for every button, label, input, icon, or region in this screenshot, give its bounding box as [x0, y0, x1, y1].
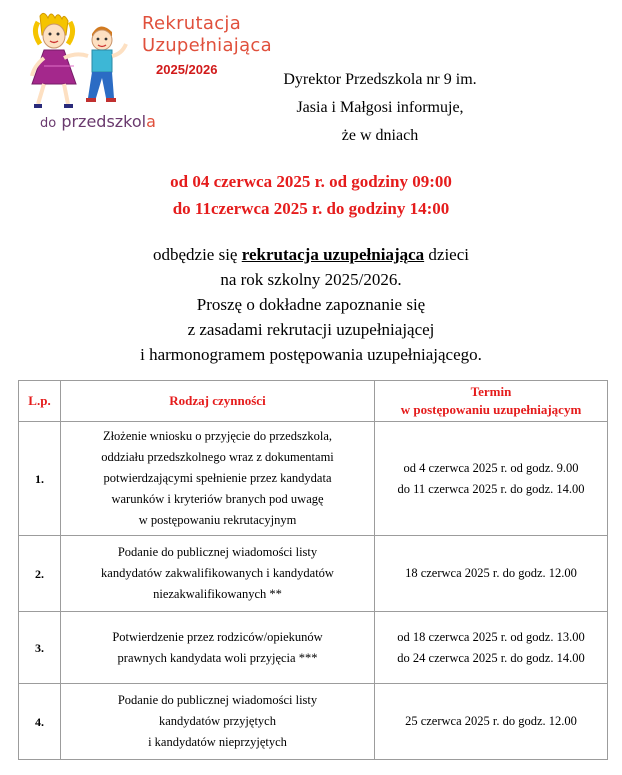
date-start: od 04 czerwca 2025 r. od godziny 09:00: [170, 172, 452, 191]
logo-bottom-suffix: a: [146, 112, 156, 131]
body-text-post: dzieci: [424, 245, 469, 264]
announcement-header: [250, 66, 510, 150]
row-term: [375, 536, 608, 612]
row-activity: [61, 684, 375, 760]
announcement-body: [0, 242, 622, 367]
table-row: [19, 684, 608, 760]
activity-line: oddziału przedszkolnego wraz z dokumentami: [101, 450, 334, 464]
term-line: do 11 czerwca 2025 r. do godz. 14.00: [397, 481, 585, 496]
activity-line: potwierdzającymi spełnienie przez kandydata: [103, 471, 332, 485]
term-line: od 4 czerwca 2025 r. od godz. 9.00: [403, 460, 579, 475]
activity-line: warunków i kryteriów branych pod uwagę: [111, 492, 324, 506]
table-row: [19, 612, 608, 684]
header-line: że w dniach: [341, 127, 419, 144]
header-lp: L.p.: [19, 381, 61, 422]
term-line: 18 czerwca 2025 r. do godz. 12.00: [405, 566, 577, 580]
children-illustration: [30, 8, 140, 118]
header-line: Dyrektor Przedszkola nr 9 im.: [283, 71, 477, 88]
term-line: od 18 czerwca 2025 r. od godz. 13.00: [397, 629, 585, 644]
activity-line: w postępowaniu rekrutacyjnym: [138, 513, 297, 527]
activity-line: Potwierdzenie przez rodziców/opiekunów: [112, 629, 323, 644]
activity-line: Podanie do publicznej wiadomości listy: [117, 545, 318, 559]
row-activity: [61, 536, 375, 612]
recruitment-dates: [0, 168, 622, 222]
activity-line: niezakwalifikowanych **: [153, 587, 282, 601]
body-line: Proszę o dokładne zapoznanie się: [196, 295, 426, 314]
header-term-line2: w postępowaniu uzupełniającym: [400, 402, 582, 417]
table-row: [19, 536, 608, 612]
body-line: [0, 242, 622, 267]
body-line: z zasadami rekrutacji uzupełniającej: [187, 320, 435, 339]
body-line: na rok szkolny 2025/2026.: [220, 270, 402, 289]
logo-bottom-text: [40, 112, 156, 131]
row-term: [375, 612, 608, 684]
date-end: do 11czerwca 2025 r. do godziny 14:00: [172, 199, 450, 218]
table-header-row: [19, 381, 608, 422]
activity-line: Podanie do publicznej wiadomości listy: [117, 693, 318, 707]
header-line: Jasia i Małgosi informuje,: [296, 99, 464, 116]
body-text-pre: odbędzie się: [152, 245, 242, 264]
row-number: 4.: [19, 684, 61, 760]
table-row: [19, 422, 608, 536]
row-term: [375, 422, 608, 536]
row-number: 3.: [19, 612, 61, 684]
row-activity: [61, 422, 375, 536]
logo-year: 2025/2026: [156, 62, 218, 77]
row-activity: [61, 612, 375, 684]
logo-bottom-prefix: do: [40, 116, 57, 131]
recruitment-logo: [30, 8, 270, 138]
activity-line: kandydatów przyjętych: [159, 714, 276, 728]
logo-title-line2: Uzupełniająca: [142, 35, 272, 56]
row-number: 1.: [19, 422, 61, 536]
activity-line: prawnych kandydata woli przyjęcia ***: [117, 650, 318, 665]
header-term-line1: Termin: [470, 384, 512, 399]
row-number: 2.: [19, 536, 61, 612]
header-activity: Rodzaj czynności: [61, 381, 375, 422]
schedule-table: [18, 380, 608, 760]
header-term: [375, 381, 608, 422]
recruitment-highlight: rekrutacja uzupełniająca: [241, 245, 425, 264]
term-line: 25 czerwca 2025 r. do godz. 12.00: [405, 714, 577, 728]
row-term: [375, 684, 608, 760]
logo-title-line1: Rekrutacja: [142, 13, 242, 34]
activity-line: i kandydatów nieprzyjętych: [148, 735, 287, 749]
activity-line: Złożenie wniosku o przyjęcie do przedszkola,: [102, 429, 333, 443]
body-line: i harmonogramem postępowania uzupełniającego.: [140, 345, 482, 364]
activity-line: kandydatów zakwalifikowanych i kandydatów: [101, 566, 334, 580]
logo-bottom-word: przedszkol: [61, 112, 147, 131]
term-line: do 24 czerwca 2025 r. do godz. 14.00: [397, 650, 585, 665]
